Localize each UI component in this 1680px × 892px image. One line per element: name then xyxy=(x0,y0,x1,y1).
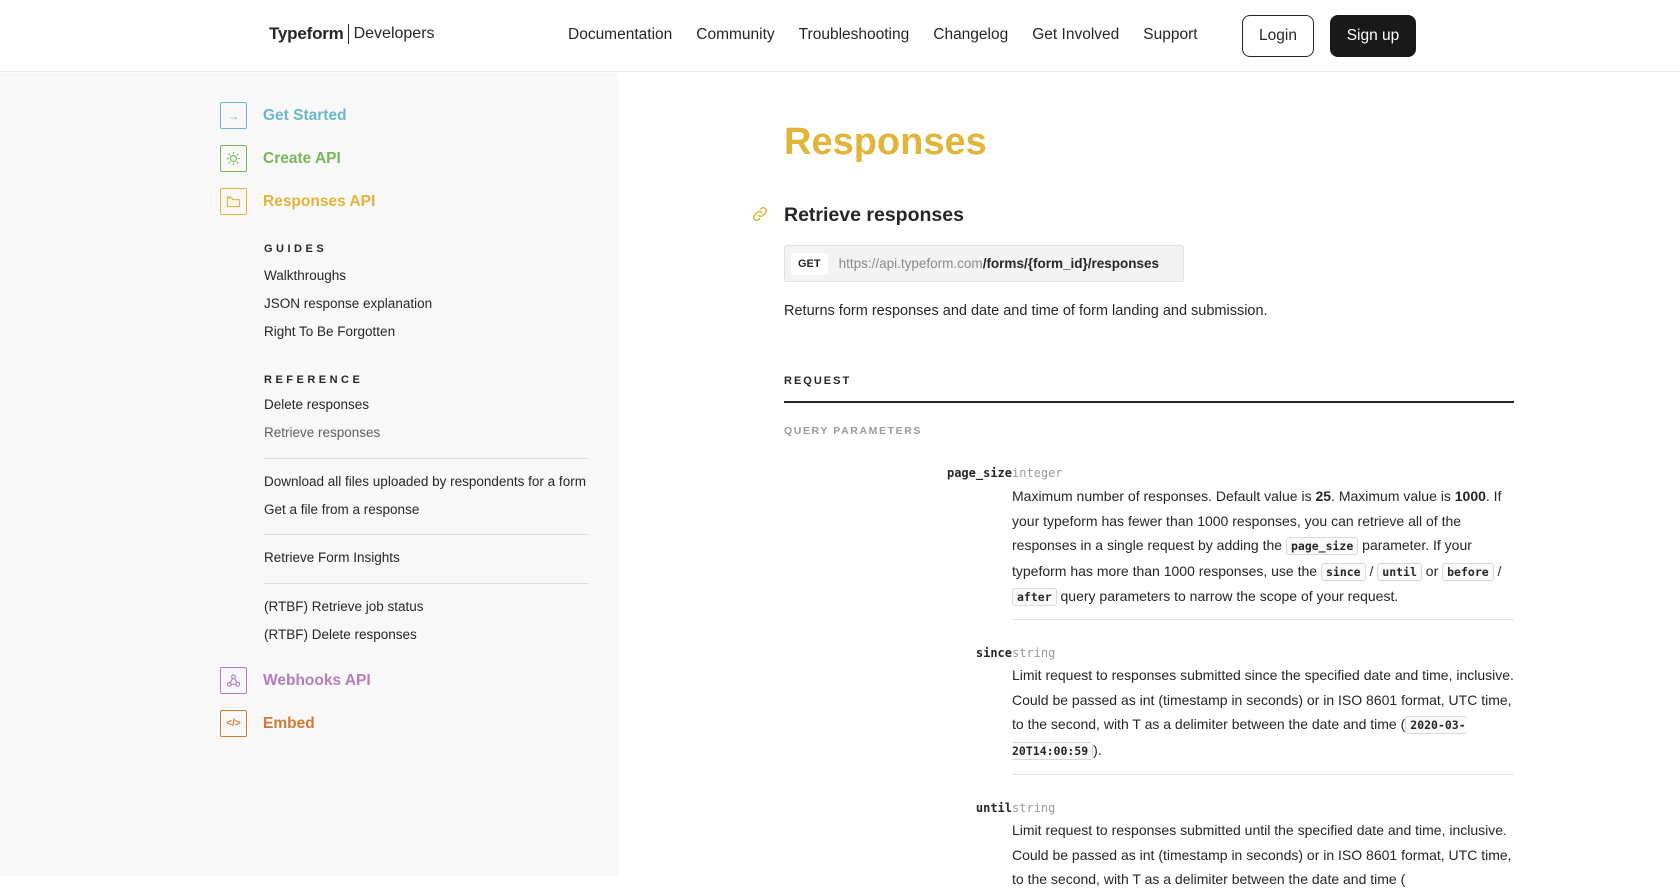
guides-heading: GUIDES xyxy=(264,243,328,255)
request-divider xyxy=(784,401,1514,403)
top-header xyxy=(0,0,1680,72)
sidebar-link-rtbf[interactable]: Right To Be Forgotten xyxy=(264,324,396,339)
param-desc-since xyxy=(1012,663,1517,763)
sidebar-divider xyxy=(264,534,589,535)
sidebar-link-delete-responses[interactable]: Delete responses xyxy=(264,397,370,412)
text-run: . Maximum value is xyxy=(1331,488,1455,504)
webhook-icon xyxy=(220,667,247,694)
query-parameters-heading: QUERY PARAMETERS xyxy=(784,425,923,437)
brand-name: Typeform xyxy=(269,24,344,43)
nav-get-involved[interactable]: Get Involved xyxy=(1032,26,1120,43)
text-run: / xyxy=(1365,562,1378,579)
sidebar-item-label: Embed xyxy=(263,714,315,732)
sidebar-link-walkthroughs[interactable]: Walkthroughs xyxy=(264,268,347,283)
signup-button[interactable]: Sign up xyxy=(1330,15,1416,57)
text-run: or xyxy=(1421,562,1443,579)
endpoint-url-base: https://api.typeform.com xyxy=(838,256,983,271)
folder-icon xyxy=(220,188,247,215)
sidebar-link-json-response[interactable]: JSON response explanation xyxy=(264,296,433,311)
sidebar-divider xyxy=(264,458,589,459)
nav-support[interactable]: Support xyxy=(1143,26,1198,43)
param-type-since: string xyxy=(1012,646,1056,660)
param-type-page-size: integer xyxy=(1012,466,1063,480)
endpoint-description: Returns form responses and date and time of form landing and submission. xyxy=(784,303,1268,319)
brand-logo[interactable] xyxy=(269,24,435,44)
param-divider xyxy=(1012,774,1514,775)
section-title: Retrieve responses xyxy=(784,204,964,226)
main-content xyxy=(618,73,1680,887)
sidebar-link-download-files[interactable]: Download all files uploaded by respondents for a form xyxy=(264,474,586,489)
endpoint-url-path: /forms/{form_id}/responses xyxy=(982,256,1159,271)
arrow-right-icon: → xyxy=(220,102,247,129)
inline-code: until xyxy=(1377,563,1422,581)
inline-code: 2020-03-20T14:00:59 xyxy=(1012,718,1466,758)
param-desc-page-size xyxy=(1012,484,1517,610)
inline-code: after xyxy=(1012,588,1057,606)
page-title: Responses xyxy=(784,121,987,163)
inline-code: since xyxy=(1321,563,1366,581)
anchor-link-icon[interactable] xyxy=(750,204,770,229)
text-run: ). xyxy=(1093,741,1102,758)
sidebar-item-label: Create API xyxy=(263,149,341,167)
sidebar-link-retrieve-responses[interactable]: Retrieve responses xyxy=(264,425,381,440)
text-run: Maximum number of responses. Default value is xyxy=(1012,488,1316,504)
param-name-page-size: page_size xyxy=(946,466,1012,480)
param-name-until: until xyxy=(975,801,1012,815)
sidebar-item-webhooks-api[interactable] xyxy=(220,667,371,694)
sidebar-item-label: Responses API xyxy=(263,192,376,210)
sidebar-link-rtbf-job-status[interactable]: (RTBF) Retrieve job status xyxy=(264,599,424,614)
nav-documentation[interactable]: Documentation xyxy=(568,26,673,43)
sidebar-divider xyxy=(264,583,589,584)
login-button[interactable]: Login xyxy=(1242,15,1314,57)
sidebar-item-get-started[interactable] xyxy=(220,102,347,129)
text-run: / xyxy=(1493,562,1502,579)
brand-separator xyxy=(348,24,349,44)
param-divider xyxy=(1012,619,1514,620)
sidebar xyxy=(0,73,618,876)
gear-icon xyxy=(220,145,247,172)
request-heading: REQUEST xyxy=(784,375,852,387)
sidebar-item-label: Webhooks API xyxy=(263,671,371,689)
nav-troubleshooting[interactable]: Troubleshooting xyxy=(798,26,910,43)
sidebar-item-label: Get Started xyxy=(263,106,347,124)
sidebar-link-rtbf-delete[interactable]: (RTBF) Delete responses xyxy=(264,627,417,642)
endpoint-box xyxy=(784,245,1184,282)
param-name-since: since xyxy=(975,646,1012,660)
code-icon: </> xyxy=(220,710,247,737)
reference-heading: REFERENCE xyxy=(264,374,364,386)
sidebar-link-form-insights[interactable]: Retrieve Form Insights xyxy=(264,550,400,565)
param-desc-until: Limit request to responses submitted until the specified date and time, inclusive. Could be passed as int (timestamp in seconds) or in ISO 8601 format, UTC time, to the second, with T as a delimiter between the date and time ( xyxy=(1012,822,1512,887)
text-run: query parameters to narrow the scope of your request. xyxy=(1056,588,1399,604)
sidebar-item-embed[interactable] xyxy=(220,710,315,737)
max-value: 1000 xyxy=(1454,488,1486,504)
nav-community[interactable]: Community xyxy=(696,26,775,43)
param-type-until: string xyxy=(1012,801,1056,815)
sidebar-item-responses-api[interactable] xyxy=(220,188,375,215)
text-run: . If your typeform has fewer than 1000 responses, you can retrieve all of the responses in a single request by adding the xyxy=(1012,488,1502,553)
inline-code: before xyxy=(1442,563,1494,581)
main-nav xyxy=(568,26,1222,44)
sidebar-link-get-file[interactable]: Get a file from a response xyxy=(264,502,420,517)
text-run: Limit request to responses submitted since the specified date and time, inclusive. Could be passed as int (timestamp in seconds) or in ISO 8601 format, UTC time, to the second, with T as a delimiter between the date and time ( xyxy=(1012,667,1514,732)
http-method-badge: GET xyxy=(791,253,828,275)
text-run: parameter. If your typeform has more than 1000 responses, use the xyxy=(1012,537,1472,579)
sidebar-item-create-api[interactable] xyxy=(220,145,341,172)
inline-code: page_size xyxy=(1286,537,1358,555)
nav-changelog[interactable]: Changelog xyxy=(933,26,1009,43)
brand-subtitle: Developers xyxy=(353,25,435,42)
default-value: 25 xyxy=(1315,488,1332,504)
